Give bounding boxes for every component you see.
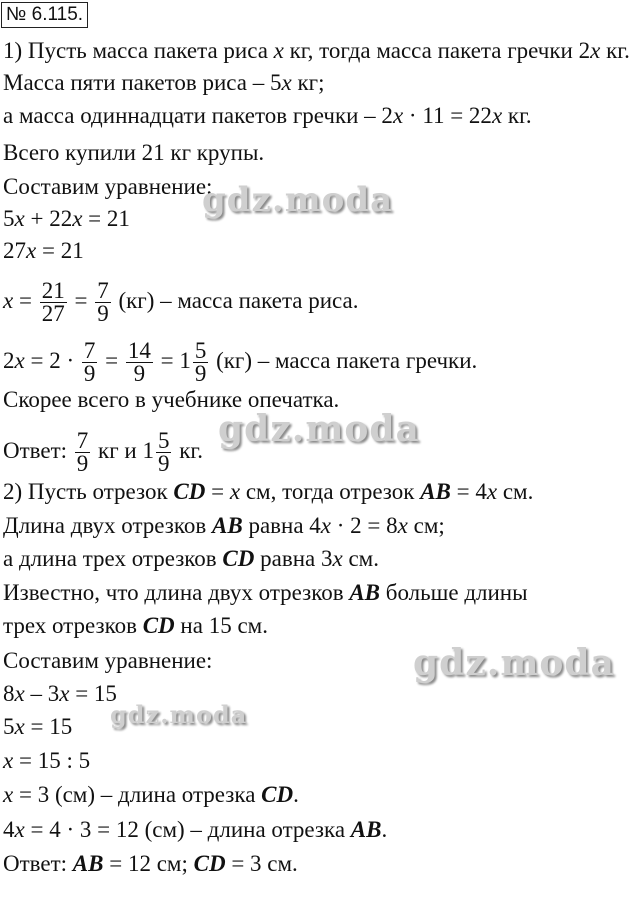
p1-note: Скорее всего в учебнике опечатка. [3,387,340,412]
p1-line-5: Составим уравнение: [3,174,213,199]
p2-equation-5: 4x = 4 · 3 = 12 (см) – длина отрезка AB. [3,817,388,842]
p2-line-4: Известно, что длина двух отрезков AB больше длины [3,580,528,605]
p1-answer: Ответ: $\frac{7}{9}$ кг и 1 $\frac{5}{9}$ кг. [3,428,203,476]
fraction: $\frac{21}{27}$ [41,278,65,326]
p1-equation-4: 2x = 2 · $\frac{7}{9}$ = $\frac{14}{9}$ = 1 $\frac{5}{9}$ (кг) – масса пакета гречки. [3,338,478,386]
p1-line-3: а масса одиннадцати пакетов гречки – 2x · 11 = 22x кг. [3,103,532,128]
p1-line-4: Всего купили 21 кг крупы. [3,140,265,165]
watermark-logo: gdz.moda [218,408,420,450]
fraction: $\frac{5}{9}$ [194,338,207,386]
p2-line-1: 2) Пусть отрезок CD = x см, тогда отрезок AB = 4x см. [3,479,534,504]
problem-number: № 6.115. [1,2,88,28]
p1-line-2: Масса пяти пакетов риса – 5x кг; [3,70,325,95]
p2-line-6: Составим уравнение: [3,648,213,673]
p2-line-2: Длина двух отрезков AB равна 4x · 2 = 8x см; [3,513,445,538]
p2-answer: Ответ: AB = 12 см; CD = 3 см. [3,851,298,876]
p2-equation-2: 5x = 15 [3,714,73,739]
p2-equation-1: 8x – 3x = 15 [3,681,117,706]
fraction: $\frac{7}{9}$ [83,338,96,386]
p2-equation-3: x = 15 : 5 [3,748,91,773]
p1-line-1: 1) Пусть масса пакета риса x кг, тогда масса пакета гречки 2x кг. [3,38,630,63]
watermark-logo: gdz.moda [413,642,615,684]
fraction: $\frac{7}{9}$ [97,278,109,326]
p2-line-5: трех отрезков CD на 15 см. [3,613,268,638]
p1-equation-2: 27x = 21 [3,238,84,263]
p1-equation-1: 5x + 22x = 21 [3,206,130,231]
p2-line-3: а длина трех отрезков CD равна 3x см. [3,546,379,571]
fraction: $\frac{5}{9}$ [157,428,170,476]
p2-equation-4: x = 3 (см) – длина отрезка CD. [3,782,299,807]
watermark-logo: gdz.moda [110,700,248,729]
p1-equation-3: x = $\frac{21}{27}$ = $\frac{7}{9}$ (кг) – масса пакета риса. [3,278,359,326]
fraction: $\frac{7}{9}$ [76,428,89,476]
watermark-logo: gdz.moda [202,180,394,220]
fraction: $\frac{14}{9}$ [127,338,151,386]
